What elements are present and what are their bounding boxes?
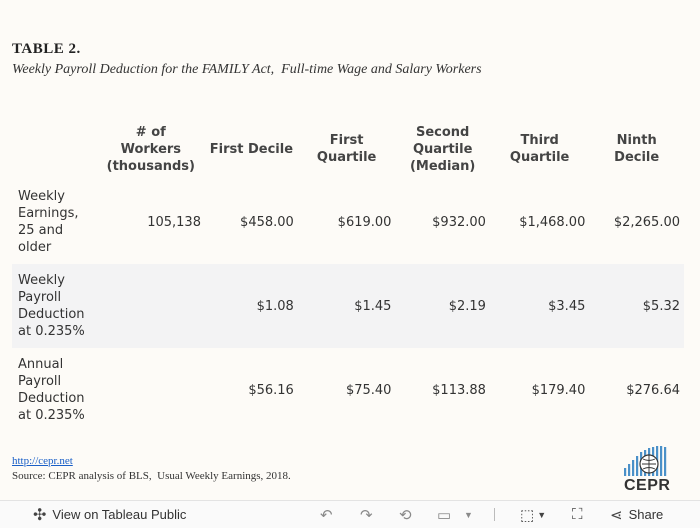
table-cell: $5.32 <box>589 264 684 348</box>
header-empty <box>12 118 97 180</box>
pause-button[interactable] <box>437 501 451 528</box>
column-header: Second Quartile (Median) <box>409 124 476 174</box>
table-cell: $179.40 <box>531 382 586 398</box>
dropdown-icon: ▼ <box>464 509 473 520</box>
table-row <box>12 180 684 264</box>
table-title: TABLE 2. <box>12 41 81 57</box>
undo-button[interactable] <box>320 501 333 528</box>
column-header: First Decile <box>209 141 294 157</box>
share-button[interactable] <box>610 501 663 528</box>
data-table <box>12 118 684 432</box>
redo-button[interactable] <box>360 501 373 528</box>
pause-dropdown[interactable] <box>464 501 473 528</box>
table-cell: $113.88 <box>432 382 486 398</box>
revert-icon: ⟲ <box>399 506 412 524</box>
revert-button[interactable] <box>399 501 412 528</box>
row-label: Weekly Earnings, 25 and older <box>18 189 79 255</box>
fullscreen-button[interactable] <box>572 501 583 528</box>
cepr-link[interactable]: http://cepr.net <box>12 455 73 467</box>
cepr-logo-text: CEPR <box>624 477 671 494</box>
column-header: First Quartile <box>316 133 377 165</box>
view-on-tableau-button[interactable] <box>33 501 186 528</box>
table-cell: $2.19 <box>395 264 489 348</box>
table-cell: $75.40 <box>345 382 392 398</box>
table-subtitle: Weekly Payroll Deduction for the FAMILY Act, Full-time Wage and Salary Workers <box>12 62 482 77</box>
view-on-tableau-label: View on Tableau Public <box>52 507 187 522</box>
column-header: # of Workers (thousands) <box>106 124 195 174</box>
table-cell: $2,265.00 <box>613 214 680 230</box>
toolbar-divider <box>494 508 495 521</box>
undo-icon: ↶ <box>320 506 333 524</box>
tableau-toolbar <box>0 500 700 528</box>
fullscreen-icon: ⛶ <box>572 506 583 523</box>
table-cell <box>97 348 205 432</box>
table-cell: $276.64 <box>626 382 680 398</box>
table-cell: $56.16 <box>248 382 294 398</box>
tableau-icon: ✣ <box>33 506 47 524</box>
pause-icon: ▭ <box>437 506 452 524</box>
download-button[interactable] <box>520 501 546 528</box>
source-note: Source: CEPR analysis of BLS, Usual Weekly Earnings, 2018. <box>12 470 291 482</box>
download-dropdown-icon: ▼ <box>537 509 547 520</box>
table-row <box>12 264 684 348</box>
share-label: Share <box>628 507 664 522</box>
table-cell: 105,138 <box>147 214 201 230</box>
table-cell: $619.00 <box>337 214 392 230</box>
column-header: Ninth Decile <box>614 133 660 165</box>
row-label: Annual Payroll Deduction at 0.235% <box>18 357 85 423</box>
table-cell: $932.00 <box>432 214 486 230</box>
table-cell: $1.08 <box>205 264 298 348</box>
column-header: Third Quartile <box>509 133 570 165</box>
table-cell: $1,468.00 <box>519 214 586 230</box>
download-icon: ⬚ <box>520 506 535 524</box>
table-cell: $1.45 <box>298 264 396 348</box>
row-label: Weekly Payroll Deduction at 0.235% <box>12 264 97 348</box>
share-icon: ⋖ <box>610 506 623 524</box>
header-row <box>12 118 684 180</box>
table-cell: $3.45 <box>490 264 589 348</box>
table-row <box>12 348 684 432</box>
table-cell: $458.00 <box>240 214 294 230</box>
redo-icon: ↷ <box>360 506 373 524</box>
table-cell <box>97 264 205 348</box>
